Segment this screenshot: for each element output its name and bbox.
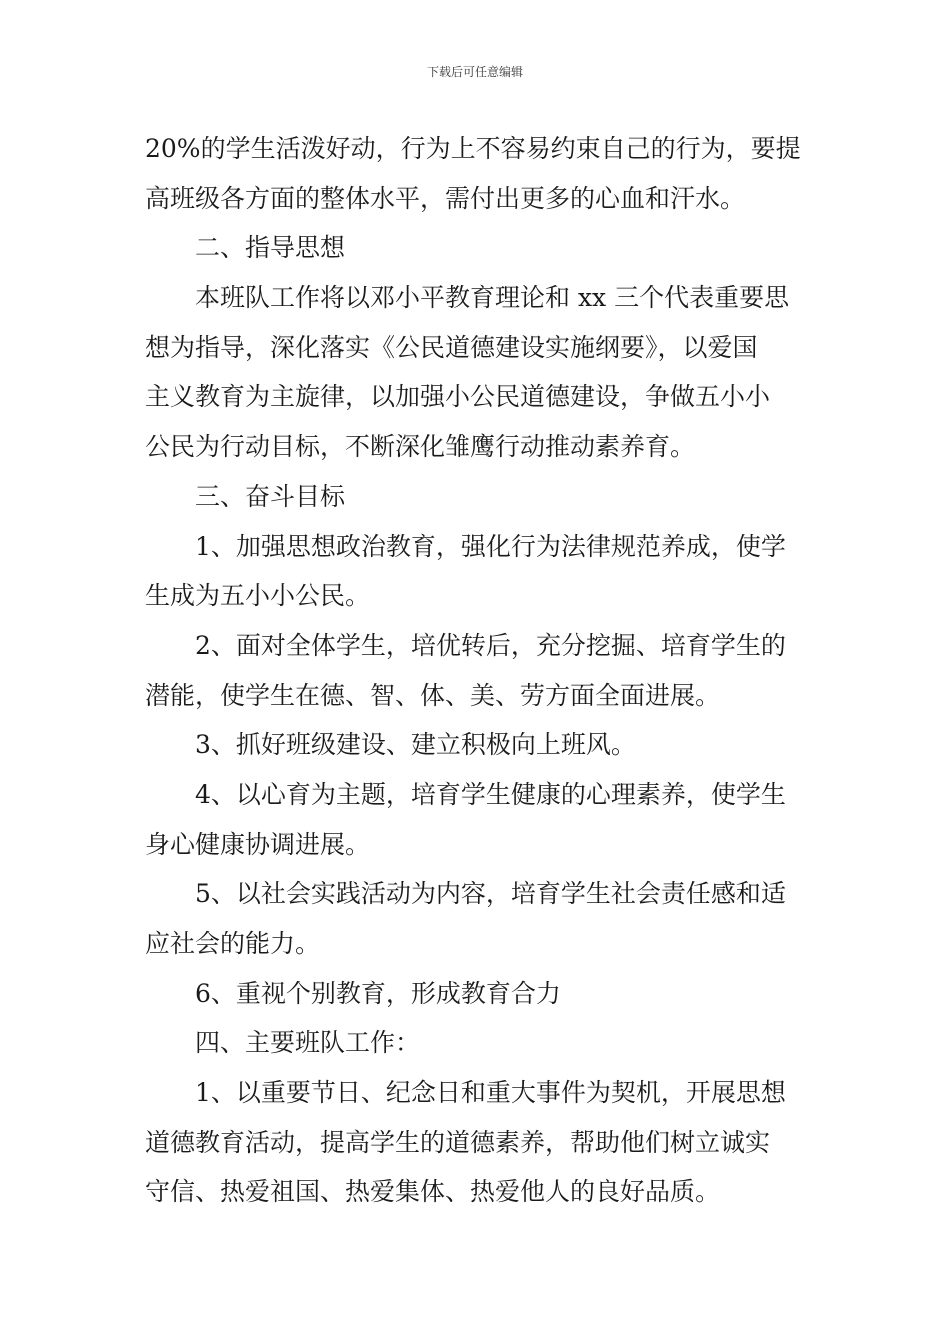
text-line: 高班级各方面的整体水平，需付出更多的心血和汗水。 (145, 183, 746, 213)
text-line: 想为指导，深化落实《公民道德建设实施纲要》，以爱国 (145, 332, 758, 362)
text-line: 应社会的能力。 (145, 929, 321, 958)
text-line: 20%的学生活泼好动，行为上不容易约束自己的行为，要提 (145, 134, 801, 163)
section-heading: 三、奋斗目标 (195, 481, 346, 511)
list-item: 1、以重要节日、纪念日和重大事件为契机，开展思想 (195, 1078, 786, 1108)
text-line: 身心健康协调进展。 (145, 829, 371, 859)
list-item: 4、以心育为主题，培育学生健康的心理素养，使学生 (195, 779, 786, 809)
list-item: 5、以社会实践活动为内容，培育学生社会责任感和适 (195, 879, 786, 909)
section-heading: 四、主要班队工作： (195, 1028, 421, 1058)
list-item: 6、重视个别教育，形成教育合力 (195, 978, 561, 1008)
document-body (145, 124, 807, 1217)
list-item: 3、抓好班级建设、建立积极向上班风。 (195, 730, 636, 760)
text-line: 潜能，使学生在德、智、体、美、劳方面全面进展。 (145, 680, 721, 710)
section-heading: 二、指导思想 (195, 233, 346, 263)
text-line: 公民为行动目标，不断深化雏鹰行动推动素养育。 (145, 432, 696, 462)
text-line: 道德教育活动，提高学生的道德素养，帮助他们树立诚实 (145, 1127, 771, 1157)
list-item: 1、加强思想政治教育，强化行为法律规范养成，使学 (195, 531, 786, 561)
page-header: 下载后可任意编辑 (426, 65, 523, 79)
text-line: 主义教育为主旋律，以加强小公民道德建设，争做五小小 (145, 382, 771, 412)
text-line: 守信、热爱祖国、热爱集体、热爱他人的良好品质。 (145, 1177, 721, 1207)
text-line: 本班队工作将以邓小平教育理论和 xx 三个代表重要思 (195, 283, 790, 313)
list-item: 2、面对全体学生，培优转后，充分挖掘、培育学生的 (195, 630, 786, 660)
text-line: 生成为五小小公民。 (145, 581, 371, 611)
